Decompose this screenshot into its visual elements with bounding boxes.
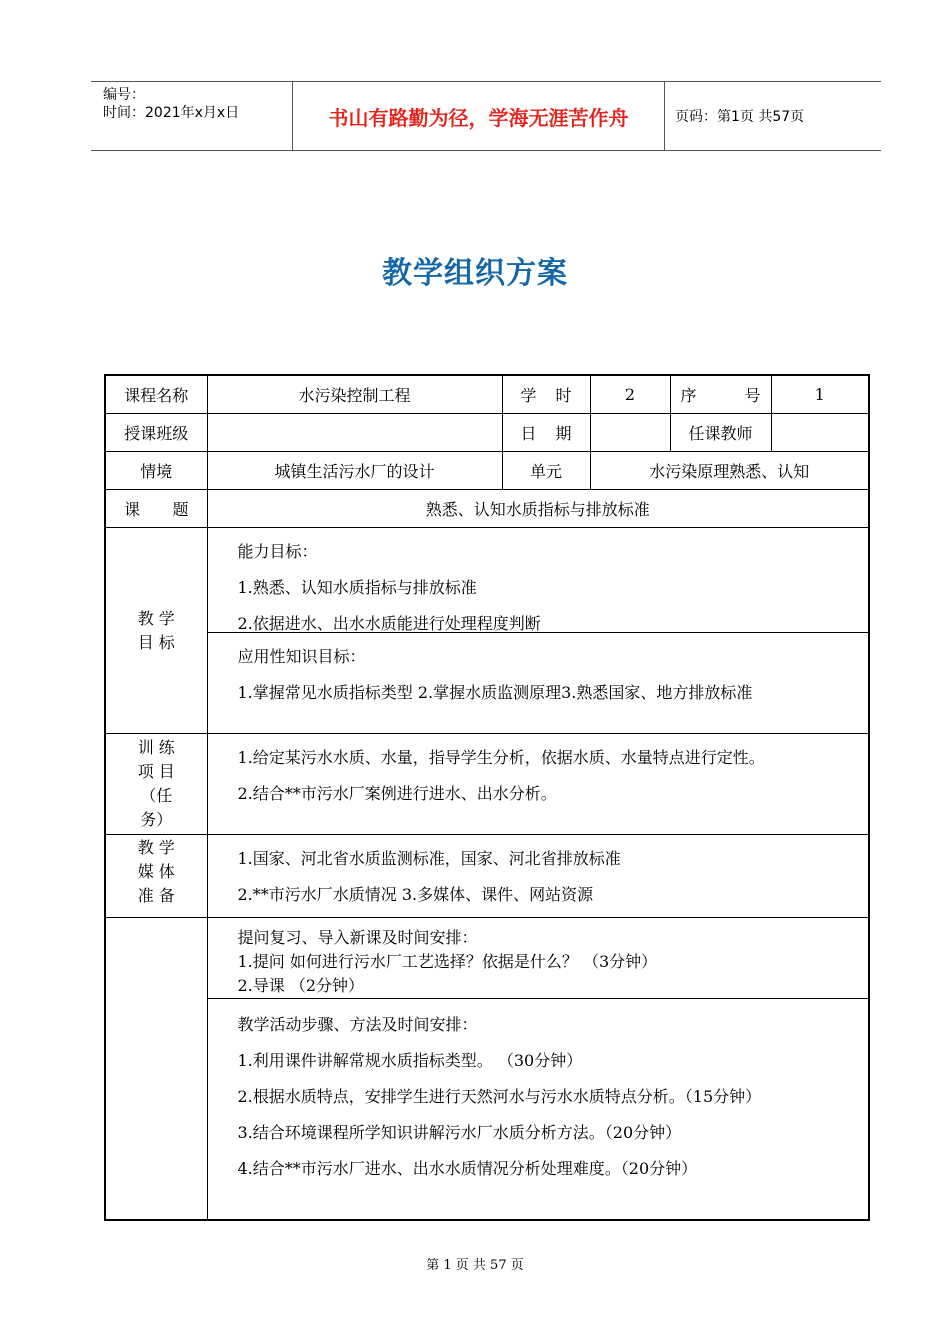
media-content: 1.国家、河北省水质监测标准，国家、河北省排放标准 2.**市污水厂水质情况 3.多媒体、课件、网站资源 (207, 835, 869, 918)
date-value (590, 414, 670, 452)
teacher-value (771, 414, 869, 452)
course-name-value: 水污染控制工程 (207, 375, 502, 414)
unit-label: 单元 (502, 452, 590, 490)
date-label: 日 期 (502, 414, 590, 452)
header-motto: 书山有路勤为径，学海无涯苦作舟 (328, 105, 629, 130)
table-row (105, 835, 869, 918)
training-label: 训 练 项 目 （任 务） (105, 734, 207, 835)
topic-value: 熟悉、认知水质指标与排放标准 (207, 490, 869, 528)
teacher-label: 任课教师 (670, 414, 771, 452)
process-content (207, 918, 869, 1221)
page-title: 教学组织方案 (382, 256, 568, 291)
table-row (105, 918, 869, 1221)
page-footer: 第 1 页 共 57 页 (426, 1258, 524, 1273)
table-row (105, 528, 869, 734)
header-divider (664, 82, 665, 150)
seq-value: 1 (771, 375, 869, 414)
seq-label: 序 号 (670, 375, 771, 414)
table-row (105, 490, 869, 528)
media-label: 教 学 媒 体 准 备 (105, 835, 207, 918)
topic-label: 课 题 (105, 490, 207, 528)
class-value (207, 414, 502, 452)
context-value: 城镇生活污水厂的设计 (207, 452, 502, 490)
goals-label: 教 学 目 标 (105, 528, 207, 734)
unit-value: 水污染原理熟悉、认知 (590, 452, 869, 490)
knowledge-goals: 应用性知识目标： 1.掌握常见水质指标类型 2.掌握水质监测原理3.熟悉国家、地方排放标准 (237, 647, 753, 702)
table-row (105, 414, 869, 452)
review-section: 提问复习、导入新课及时间安排： 1.提问 如何进行污水厂工艺选择？依据是什么？ （3分钟） 2.导课 （2分钟） (208, 918, 869, 999)
table-row (105, 375, 869, 414)
process-label (105, 918, 207, 1221)
time-text: 时间：2021年x月x日 (103, 105, 240, 121)
teaching-plan-table (104, 374, 870, 1221)
serial-label: 编号： (103, 87, 145, 103)
activity-section: 教学活动步骤、方法及时间安排： 1.利用课件讲解常规水质指标类型。 （30分钟） 2.根据水质特点，安排学生进行天然河水与污水水质特点分析。（15分钟） 3.结合环境课程所学知识讲解污水厂水质分析方法。（20分钟） 4.结合**市污水厂进水、出水水质情况分析处理难度。（20分钟） (237, 1015, 762, 1178)
header-meta (103, 86, 239, 122)
hours-value: 2 (590, 375, 670, 414)
context-label: 情境 (105, 452, 207, 490)
table-row (105, 734, 869, 835)
class-label: 授课班级 (105, 414, 207, 452)
ability-goals: 能力目标： 1.熟悉、认知水质指标与排放标准 2.依据进水、出水水质能进行处理程度判断 (208, 528, 869, 633)
table-row (105, 452, 869, 490)
goals-content (207, 528, 869, 734)
document-header (91, 81, 881, 151)
training-content: 1.给定某污水水质、水量，指导学生分析，依据水质、水量特点进行定性。 2.结合**市污水厂案例进行进水、出水分析。 (207, 734, 869, 835)
hours-label: 学 时 (502, 375, 590, 414)
header-page-number: 页码：第1页 共57页 (675, 109, 805, 125)
course-name-label: 课程名称 (105, 375, 207, 414)
